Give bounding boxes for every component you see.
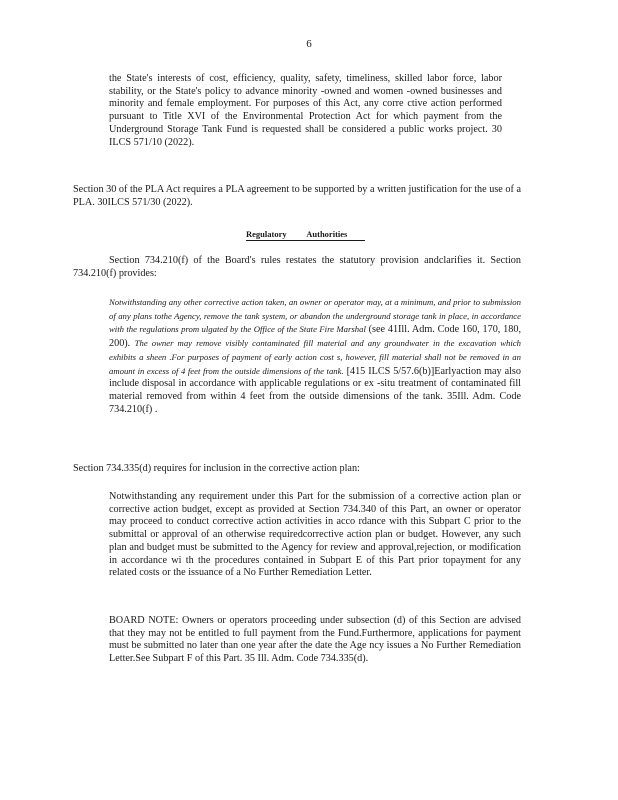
paragraph-text: Section 30 of the PLA Act requires a PLA agreement to be supported by a written justification for the use of a PLA. 30ILCS 571/30 (2022).	[73, 184, 521, 208]
section-heading: Regulatory Authorities	[246, 229, 365, 241]
quote-tail-text: [415 ILCS 5/57.6(b)]Earlyaction may also include disposal in accordance with applicable regulations or ex -situ treatment of contaminated fill material removed from within 4 feet from the outside dimensions of the tank. 35Ill. Adm. Code 734.210(f) .	[109, 365, 521, 415]
paragraph-text: the State's interests of cost, efficiency, quality, safety, timeliness, skilled labor force, labor stability, or the State's policy to advance minority -owned and women -owned businesses and minority and female employment. For purposes of this Act, any corre ctive action performed pursuant to Title XVI of the Environmental Protection Act for which payment from the Underground Storage Tank Fund is requested shall be considered a public works project. 30 ILCS 571/10 (2022).	[109, 73, 502, 148]
paragraph-734210-intro	[73, 255, 521, 280]
board-note-text: BOARD NOTE: Owners or operators proceeding under subsection (d) of this Section are advised that they may not be entitled to full payment from the Fund.Furthermore, applications for payment must be submitted no later than one year after the date the Age ncy issues a No Further Remediation Letter.See Subpart F of this Part. 35 Ill. Adm. Code 734.335(d).	[109, 615, 521, 665]
quote-734335d	[109, 491, 521, 580]
quote-text: Notwithstanding any requirement under this Part for the submission of a corrective action plan or corrective action budget, except as provided at Section 734.340 of this Part, an owner or operator may proceed to conduct corrective action activities in acco rdance with this Subpart C prior to the submittal or approval of an otherwise requiredcorrective action plan or budget. However, any such plan and budget must be submitted to the Agency for review and approval,rejection, or modification in accordance wi th the procedures contained in Subpart E of this Part prior topayment for any related costs or the issuance of a No Further Remediation Letter.	[109, 491, 521, 579]
quote-734210f	[109, 296, 521, 416]
paragraph-text: Section 734.335(d) requires for inclusion in the corrective action plan:	[73, 463, 360, 474]
quote-citation: (see 41Ill. Adm. Code 160, 170, 180, 200).	[109, 324, 521, 350]
quote-italic-text: Notwithstanding any other corrective action taken, an owner or operator may, at a minimum, and prior to submission of any plans tothe Agency, remove the tank system, or abandon the underground storage tank in place, in accordance with the regulations prom ulgated by the Office of the State Fire Marshal	[109, 297, 521, 335]
paragraph-734335-intro	[73, 463, 521, 476]
quote-text	[109, 296, 521, 416]
board-note	[109, 615, 521, 666]
paragraph-state-interests	[109, 73, 502, 149]
page-number: 6	[306, 38, 312, 50]
quote-italic-text: The owner may remove visibly contaminated fill material and any groundwater in the excavation which exhibits a sheen .For purposes of payment of early action cost s, however, fill material shall not be removed in an amount in excess of 4 feet from the outside dimensions of the tank.	[109, 338, 521, 376]
paragraph-section-30	[73, 184, 521, 209]
paragraph-text: Section 734.210(f) of the Board's rules restates the statutory provision andclarifies it. Section 734.210(f) provides:	[73, 255, 521, 279]
